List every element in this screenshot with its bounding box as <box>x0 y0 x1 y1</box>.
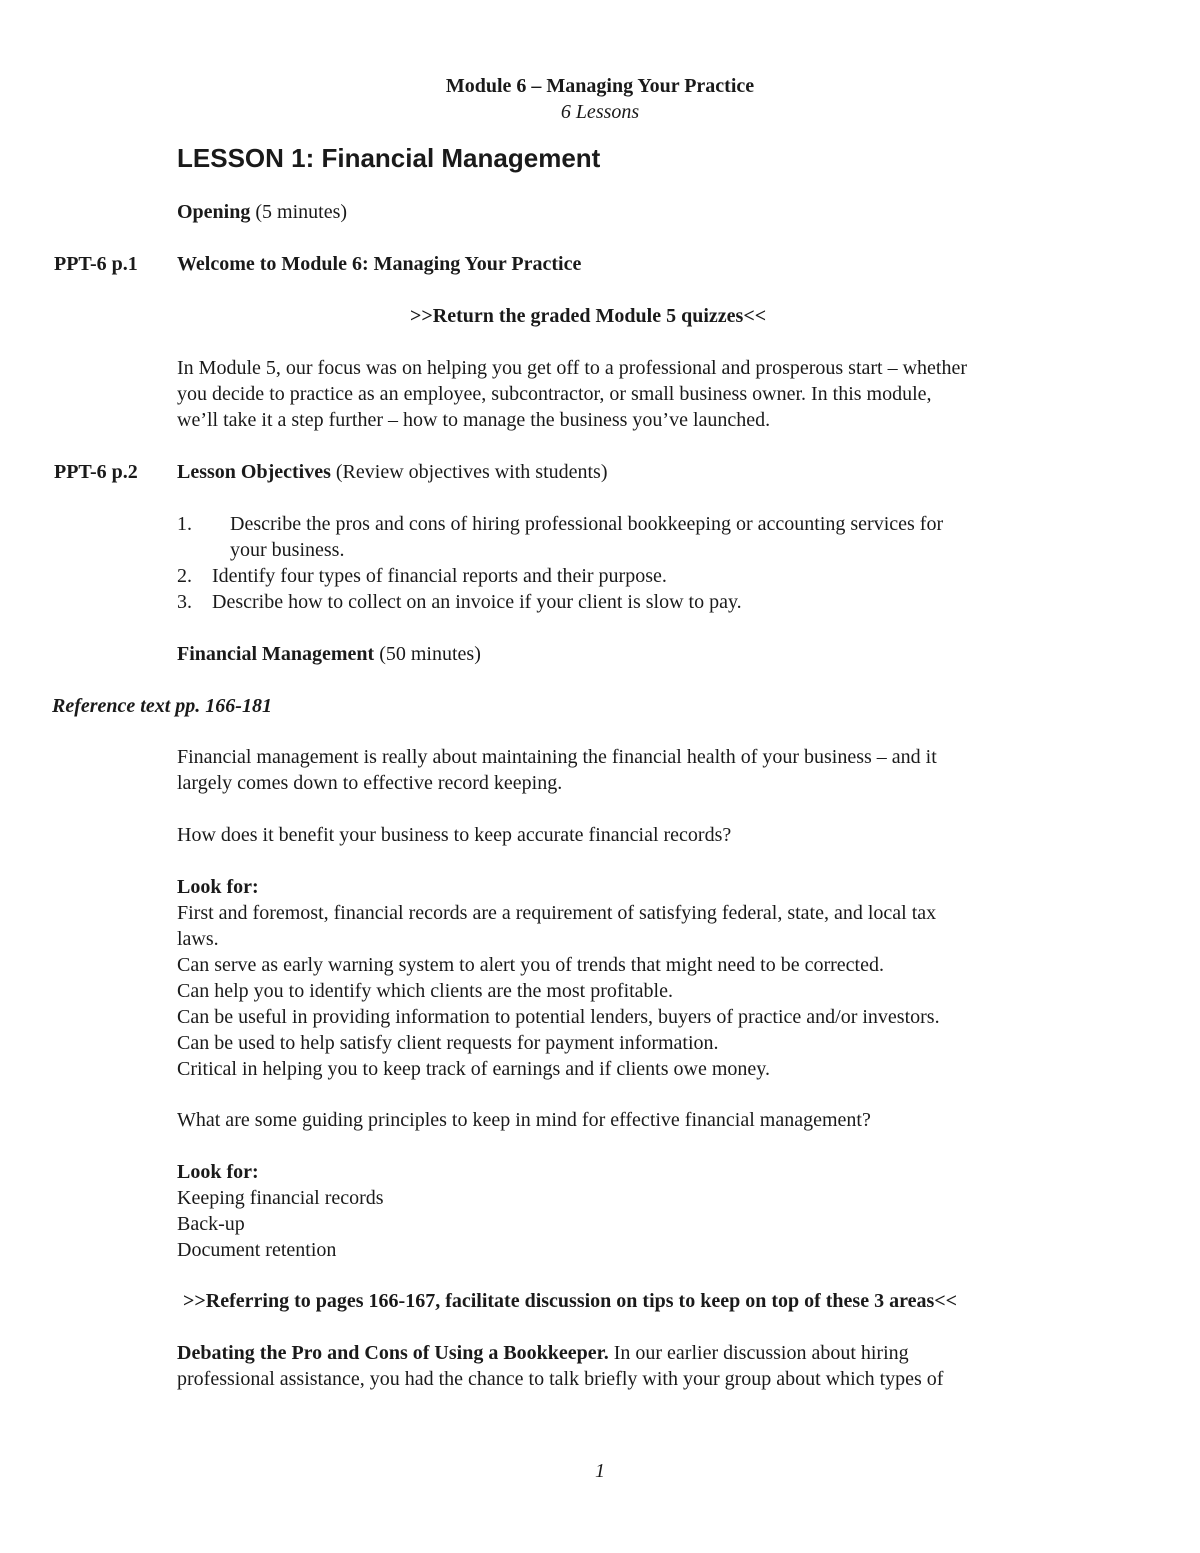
look-for-item: Can help you to identify which clients are the most profitable. <box>177 980 673 1002</box>
instruction-facilitate-discussion: >>Referring to pages 166-167, facilitate discussion on tips to keep on top of these 3 areas<< <box>183 1290 958 1312</box>
financial-management-line <box>177 641 481 667</box>
opening-line <box>177 199 347 225</box>
financial-management-duration: (50 minutes) <box>374 643 481 665</box>
look-for-item: Critical in helping you to keep track of earnings and if clients owe money. <box>177 1058 770 1080</box>
look-for-item: Document retention <box>177 1239 337 1261</box>
module-title: Module 6 – Managing Your Practice <box>445 75 755 97</box>
debate-line-1-text: In our earlier discussion about hiring <box>608 1342 909 1364</box>
objective-text: your business. <box>230 539 345 561</box>
financial-management-paragraph <box>177 744 1037 796</box>
objective-text: Identify four types of financial reports and their purpose. <box>212 565 667 587</box>
look-for-item: Back-up <box>177 1213 245 1235</box>
ppt2-line <box>177 459 608 485</box>
page-number: 1 <box>595 1460 605 1482</box>
debate-line-1 <box>177 1340 909 1366</box>
debate-label: Debating the Pro and Cons of Using a Bookkeeper. <box>177 1342 609 1364</box>
lesson-count: 6 Lessons <box>560 101 640 123</box>
fm-line: largely comes down to effective record keeping. <box>177 772 563 794</box>
lesson-heading: LESSON 1: Financial Management <box>177 143 601 173</box>
look-for-label: Look for: <box>177 876 259 898</box>
ppt1-ref: PPT-6 p.1 <box>54 253 138 275</box>
instruction-return-quizzes: >>Return the graded Module 5 quizzes<< <box>410 305 767 327</box>
intro-line: you decide to practice as an employee, subcontractor, or small business owner. In this module, <box>177 383 932 405</box>
objective-number: 3. <box>177 591 192 613</box>
look-for-item: Can be used to help satisfy client requests for payment information. <box>177 1032 719 1054</box>
reference-text: Reference text pp. 166-181 <box>52 695 272 717</box>
look-for-item: First and foremost, financial records are a requirement of satisfying federal, state, and local tax <box>177 902 937 924</box>
question-benefit: How does it benefit your business to keep accurate financial records? <box>177 824 732 846</box>
opening-label: Opening <box>177 201 251 223</box>
objective-text: Describe the pros and cons of hiring professional bookkeeping or accounting services for <box>230 513 944 535</box>
look-for-label: Look for: <box>177 1161 259 1183</box>
objective-number: 2. <box>177 565 192 587</box>
ppt2-note: (Review objectives with students) <box>330 461 608 483</box>
look-for-item: Can be useful in providing information to potential lenders, buyers of practice and/or investors. <box>177 1006 940 1028</box>
question-guiding-principles: What are some guiding principles to keep in mind for effective financial management? <box>177 1109 871 1131</box>
look-for-list-1 <box>177 900 1037 1082</box>
intro-line: In Module 5, our focus was on helping you get off to a professional and prosperous start – whether <box>177 357 968 379</box>
look-for-item: laws. <box>177 928 219 950</box>
opening-duration: (5 minutes) <box>250 201 348 223</box>
objective-number: 1. <box>177 513 192 535</box>
ppt2-title: Lesson Objectives <box>177 461 331 483</box>
fm-line: Financial management is really about maintaining the financial health of your business – and it <box>177 746 937 768</box>
look-for-list-2 <box>177 1185 1037 1263</box>
ppt2-ref: PPT-6 p.2 <box>54 461 138 483</box>
ppt1-title: Welcome to Module 6: Managing Your Practice <box>177 253 582 275</box>
debate-line-2: professional assistance, you had the chance to talk briefly with your group about which types of <box>177 1368 944 1390</box>
financial-management-label: Financial Management <box>177 643 375 665</box>
objective-text: Describe how to collect on an invoice if your client is slow to pay. <box>212 591 742 613</box>
look-for-item: Can serve as early warning system to alert you of trends that might need to be corrected. <box>177 954 884 976</box>
intro-line: we’ll take it a step further – how to manage the business you’ve launched. <box>177 409 771 431</box>
intro-paragraph <box>177 355 1037 433</box>
look-for-item: Keeping financial records <box>177 1187 384 1209</box>
